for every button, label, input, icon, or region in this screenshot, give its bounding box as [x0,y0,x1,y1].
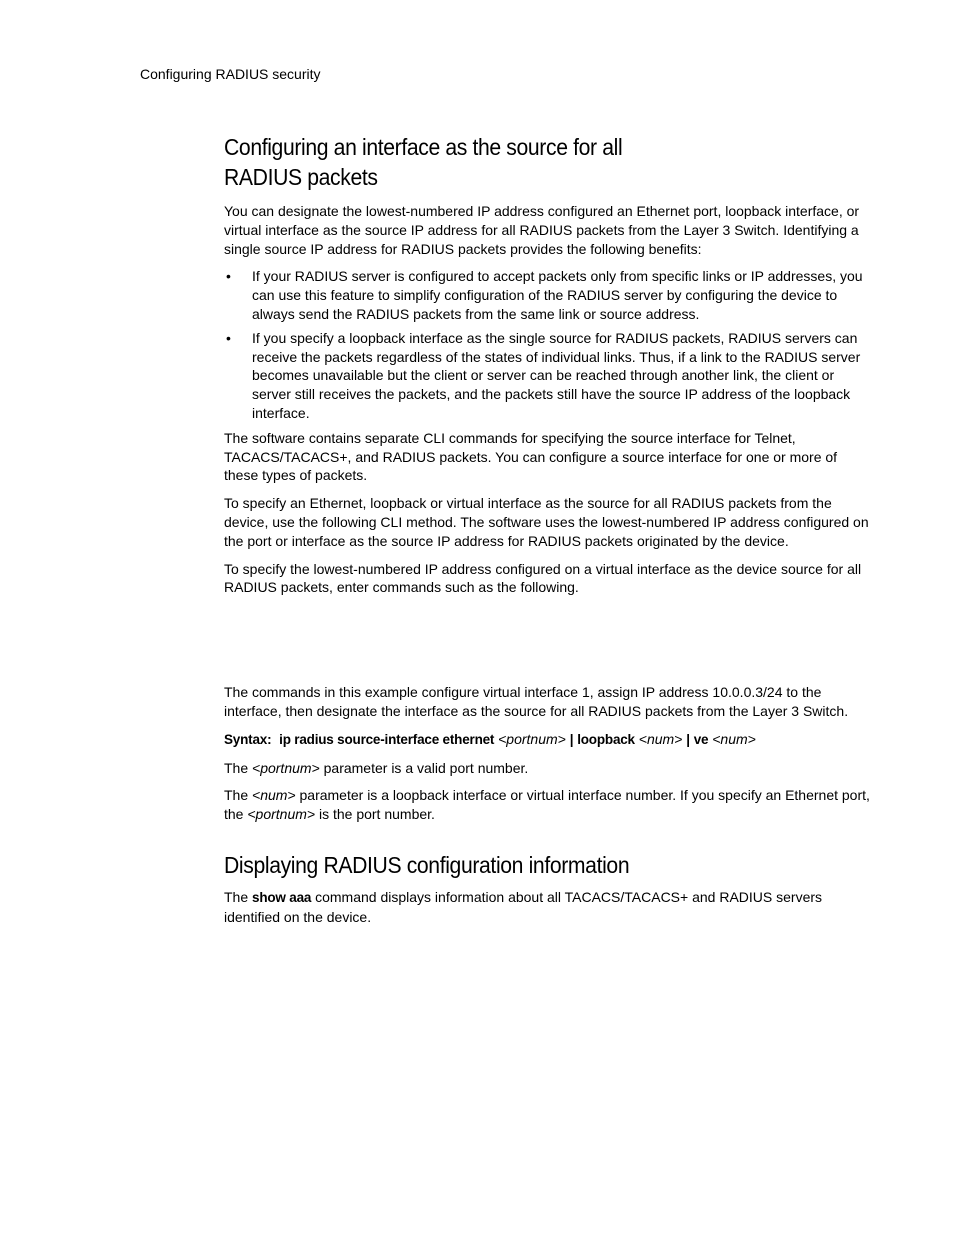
list-item [224,329,870,423]
example-explanation-paragraph: The commands in this example configure virtual interface 1, assign IP address 10.0.0.3/24 to the interface, then designate the interface as the source for all RADIUS packets from the Layer 3 Switch. [224,684,849,719]
specify-interface-paragraph: To specify an Ethernet, loopback or virtual interface as the source for all RADIUS packets from the device, use the following CLI method. The software uses the lowest-numbered IP address configured on the port or interface as the source IP address for RADIUS packets originated by the device. [224,495,869,549]
syntax-var-portnum: <portnum> [498,730,566,747]
param-var-portnum: <portnum> [252,759,320,776]
num-parameter-paragraph [224,786,870,824]
list-item [224,267,870,323]
syntax-label: Syntax: [224,731,272,747]
param-text: The [224,787,253,804]
syntax-separator: | [569,731,574,747]
syntax-var-num: <num> [712,730,756,747]
bullet-icon: • [226,329,231,346]
syntax-keyword-loopback: loopback [577,731,635,747]
intro-paragraph: You can designate the lowest-numbered IP address configured an Ethernet port, loopback interface, or virtual interface as the source IP address for all RADIUS packets from the Layer 3 Switch. Identifying a single source IP address for RADIUS packets provides the following benefits: [224,203,860,257]
syntax-keyword-ve: ve [693,731,709,747]
param-var-portnum: <portnum> [247,806,316,823]
list-item-text: If you specify a loopback interface as the single source for RADIUS packets, RADIUS servers can receive the packets regardless of the states of individual links. Thus, if a link to the RADIUS server becomes unavailable but the client or server can be reached through another link, the client or server still receives the packets, and the packets still have the source IP address of the loopback interface. [252,329,861,421]
portnum-parameter-paragraph [224,759,870,778]
heading-line-1: Configuring an interface as the source for all [224,134,623,160]
syntax-command: ip radius source-interface ethernet [279,731,495,747]
page-content [224,132,870,936]
syntax-separator: | [686,731,690,747]
section-heading-source-interface [224,132,818,192]
heading-line-2: RADIUS packets [224,164,378,190]
param-text: parameter is a valid port number. [319,759,529,776]
syntax-line [224,730,870,750]
para-text: The [224,888,253,905]
running-header: Configuring RADIUS security [140,66,321,82]
example-commands-area [224,606,870,683]
para-text: command displays information about all TACACS/TACACS+ and RADIUS servers identified on the device. [224,888,823,925]
param-text: is the port number. [315,806,435,823]
bullet-icon: • [226,268,231,285]
param-text: The [224,759,253,776]
benefits-list [224,267,870,422]
show-aaa-command: show aaa [252,889,312,905]
param-text: parameter is a loopback interface or virtual interface number. If you specify an Ethernet port, the [224,787,870,823]
show-aaa-paragraph [224,888,870,927]
cli-commands-paragraph: The software contains separate CLI commands for specifying the source interface for Telnet, TACACS/TACACS+, and RADIUS packets. You can configure a source interface for one or more of these types of packets. [224,429,838,484]
syntax-var-num: <num> [638,730,683,747]
section-heading-displaying-config: Displaying RADIUS configuration information [224,851,630,878]
lowest-address-paragraph: To specify the lowest-numbered IP address configured on a virtual interface as the device source for all RADIUS packets, enter commands such as the following. [224,560,862,596]
list-item-text: If your RADIUS server is configured to accept packets only from specific links or IP addresses, you can use this feature to simplify configuration of the RADIUS server by configuring the device to always send the RADIUS packets from the same link or source address. [252,268,863,322]
param-var-num: <num> [252,787,296,804]
